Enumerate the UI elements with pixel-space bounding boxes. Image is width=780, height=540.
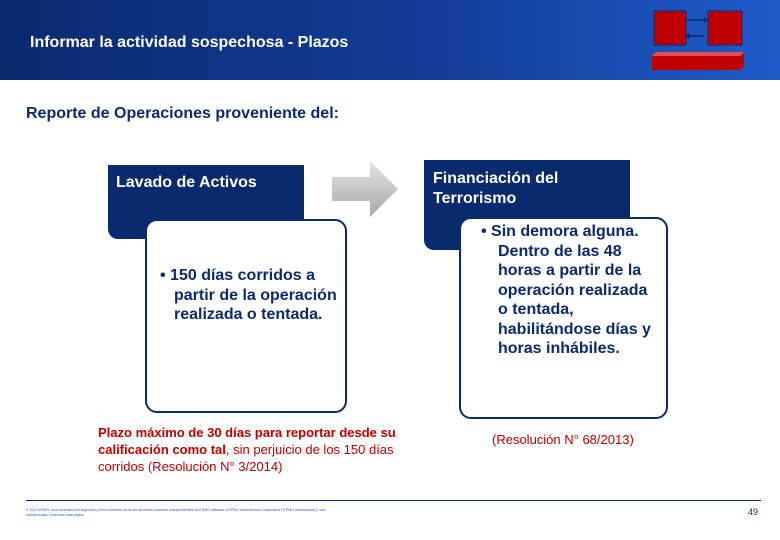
max-term-note [98, 424, 418, 475]
terrorism-financing-deadline [481, 222, 656, 359]
page-number: 49 [748, 507, 759, 517]
section-heading: Reporte de Operaciones proveniente del: [26, 105, 339, 122]
terrorism-financing-deadline-text: • Sin demora alguna. Dentro de las 48 horas a partir de la operación realizada o tentada, habilitándose días y horas inhábiles. [481, 223, 651, 357]
footer-legal-text: © 2014 KPMG, una sociedad civil argentina y firma miembro de la red de firmas miembro independientes de KPMG afiliadas a KPMG International Cooperative ("KPMG International"), una entidad suiza. Derechos reservados. [26, 508, 326, 517]
terrorism-financing-title: Financiación del Terrorismo [433, 170, 559, 207]
footer-divider [26, 500, 761, 501]
right-arrow-icon [332, 161, 398, 217]
max-term-note-bold: Plazo máximo de 30 días para reportar desde su calificación como tal [98, 425, 396, 457]
money-laundering-deadline-text: • 150 días corridos a partir de la operación realizada o tentada. [160, 267, 337, 323]
resolution-note: (Resolución N° 68/2013) [492, 432, 634, 447]
money-laundering-deadline [160, 266, 340, 325]
page-title: Informar la actividad sospechosa - Plazos [30, 34, 349, 51]
max-term-note-rest: , sin perjuicio de los 150 días corridos (Resolución N° 3/2014) [98, 442, 394, 474]
money-laundering-title: Lavado de Activos [116, 174, 257, 191]
process-diagram-icon [652, 10, 746, 72]
